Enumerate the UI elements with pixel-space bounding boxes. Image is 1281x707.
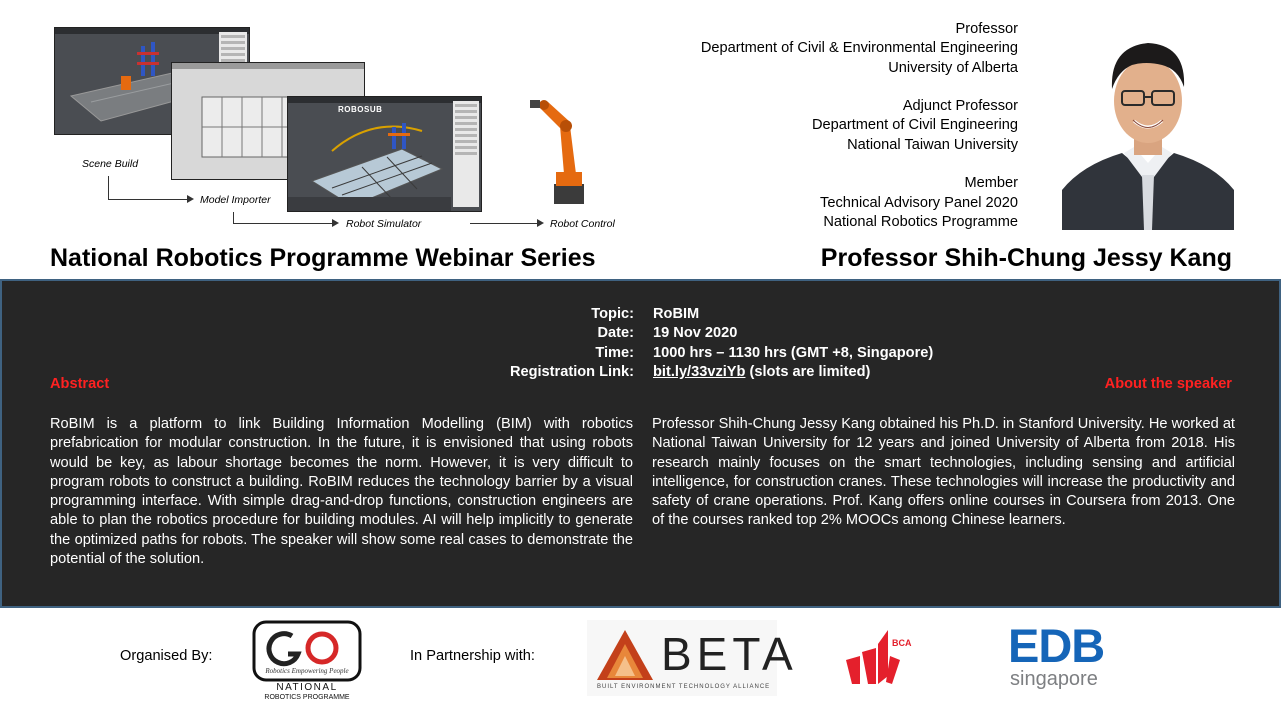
robot-simulator-screenshot xyxy=(287,96,482,212)
stage-label-robot-control: Robot Control xyxy=(550,218,615,230)
speaker-roles xyxy=(701,20,1018,232)
nrp-line2: ROBOTICS PROGRAMME xyxy=(264,694,350,701)
abstract-heading: Abstract xyxy=(50,376,110,392)
stage-label-scene-build: Scene Build xyxy=(82,158,139,170)
speaker-name: Professor Shih-Chung Jessy Kang xyxy=(820,244,1232,272)
time-value: 1000 hrs – 1130 hrs (GMT +8, Singapore) xyxy=(653,344,934,361)
beta-tagline: BUILT ENVIRONMENT TECHNOLOGY ALLIANCE xyxy=(597,684,771,690)
partnership-label: In Partnership with: xyxy=(410,648,535,664)
flow-arrow xyxy=(108,176,109,200)
edb-wordmark: EDB xyxy=(1008,619,1105,672)
edb-logo xyxy=(1008,619,1124,692)
edb-subtext: singapore xyxy=(1010,668,1098,690)
role-group xyxy=(701,20,1018,78)
role-line: Department of Civil & Environmental Engineering xyxy=(700,40,1018,57)
registration-link[interactable]: bit.ly/33vziYb xyxy=(653,363,746,380)
event-info xyxy=(2,305,1279,382)
role-line: National Taiwan University xyxy=(847,136,1018,153)
role-group xyxy=(701,174,1018,232)
role-group xyxy=(701,97,1018,155)
abstract-text: RoBIM is a platform to link Building Information Modelling (BIM) with robotics prefabrication for modular construction. In the future, it is envisioned that using robots would be key, as labour shortage becomes the norm. However, it is very difficult to program robots to construct a building. RoBIM reduces the technology barrier by a visual programming interface. With simple drag-and-drop functions, construction engineers are able to plan the robotics procedure for building modules. AI will help implicitly to generate the optimized paths for robots. The speaker will show some real cases to demonstrate the potential of the solution. xyxy=(50,416,633,568)
topic-value: RoBIM xyxy=(653,306,700,322)
beta-logo xyxy=(587,620,798,696)
screen-caption: ROBOSUB xyxy=(338,105,383,114)
series-title: National Robotics Programme Webinar Series xyxy=(50,244,596,272)
date-value: 19 Nov 2020 xyxy=(653,325,738,342)
organised-by-label: Organised By: xyxy=(120,648,213,664)
about-speaker-heading: About the speaker xyxy=(1104,376,1232,392)
nrp-line1: NATIONAL xyxy=(276,682,338,693)
beta-wordmark: BETA xyxy=(661,628,798,680)
date-label: Date: xyxy=(597,325,634,342)
speaker-photo xyxy=(1062,25,1234,230)
role-title: Professor xyxy=(955,21,1018,37)
nrp-tagline: Robotics Empowering People xyxy=(265,667,349,675)
about-speaker-text: Professor Shih-Chung Jessy Kang obtained his Ph.D. in Stanford University. He worked at National Taiwan University for 12 years and joined University of Alberta from 2018. His research mainly focuses on the smart technologies, including sensing and artificial intelligence, for construction cranes. These technologies will increase the productivity and safety of crane operations. Prof. Kang offers online courses in Coursera from 2013. One of the courses ranked top 2% MOOCs among Chinese learners. xyxy=(652,416,1235,529)
role-line: University of Alberta xyxy=(888,59,1018,76)
topic-label: Topic: xyxy=(591,306,634,322)
role-line: Department of Civil Engineering xyxy=(811,117,1018,134)
role-line: National Robotics Programme xyxy=(823,213,1018,230)
flow-arrow xyxy=(470,223,538,224)
registration-label: Registration Link: xyxy=(509,363,634,380)
webinar-details-panel xyxy=(0,279,1281,608)
stage-label-robot-simulator: Robot Simulator xyxy=(346,218,422,230)
time-label: Time: xyxy=(595,344,634,361)
role-title: Adjunct Professor xyxy=(902,98,1018,115)
role-line: Technical Advisory Panel 2020 xyxy=(820,194,1018,211)
bca-logo xyxy=(842,626,918,688)
registration-note: (slots are limited) xyxy=(745,363,871,380)
role-title: Member xyxy=(964,175,1018,192)
nrp-logo xyxy=(252,620,362,704)
robim-workflow-illustration xyxy=(50,22,630,234)
robot-arm-image xyxy=(526,96,596,214)
stage-label-model-importer: Model Importer xyxy=(200,194,271,206)
bca-wordmark: BCA xyxy=(892,638,912,648)
